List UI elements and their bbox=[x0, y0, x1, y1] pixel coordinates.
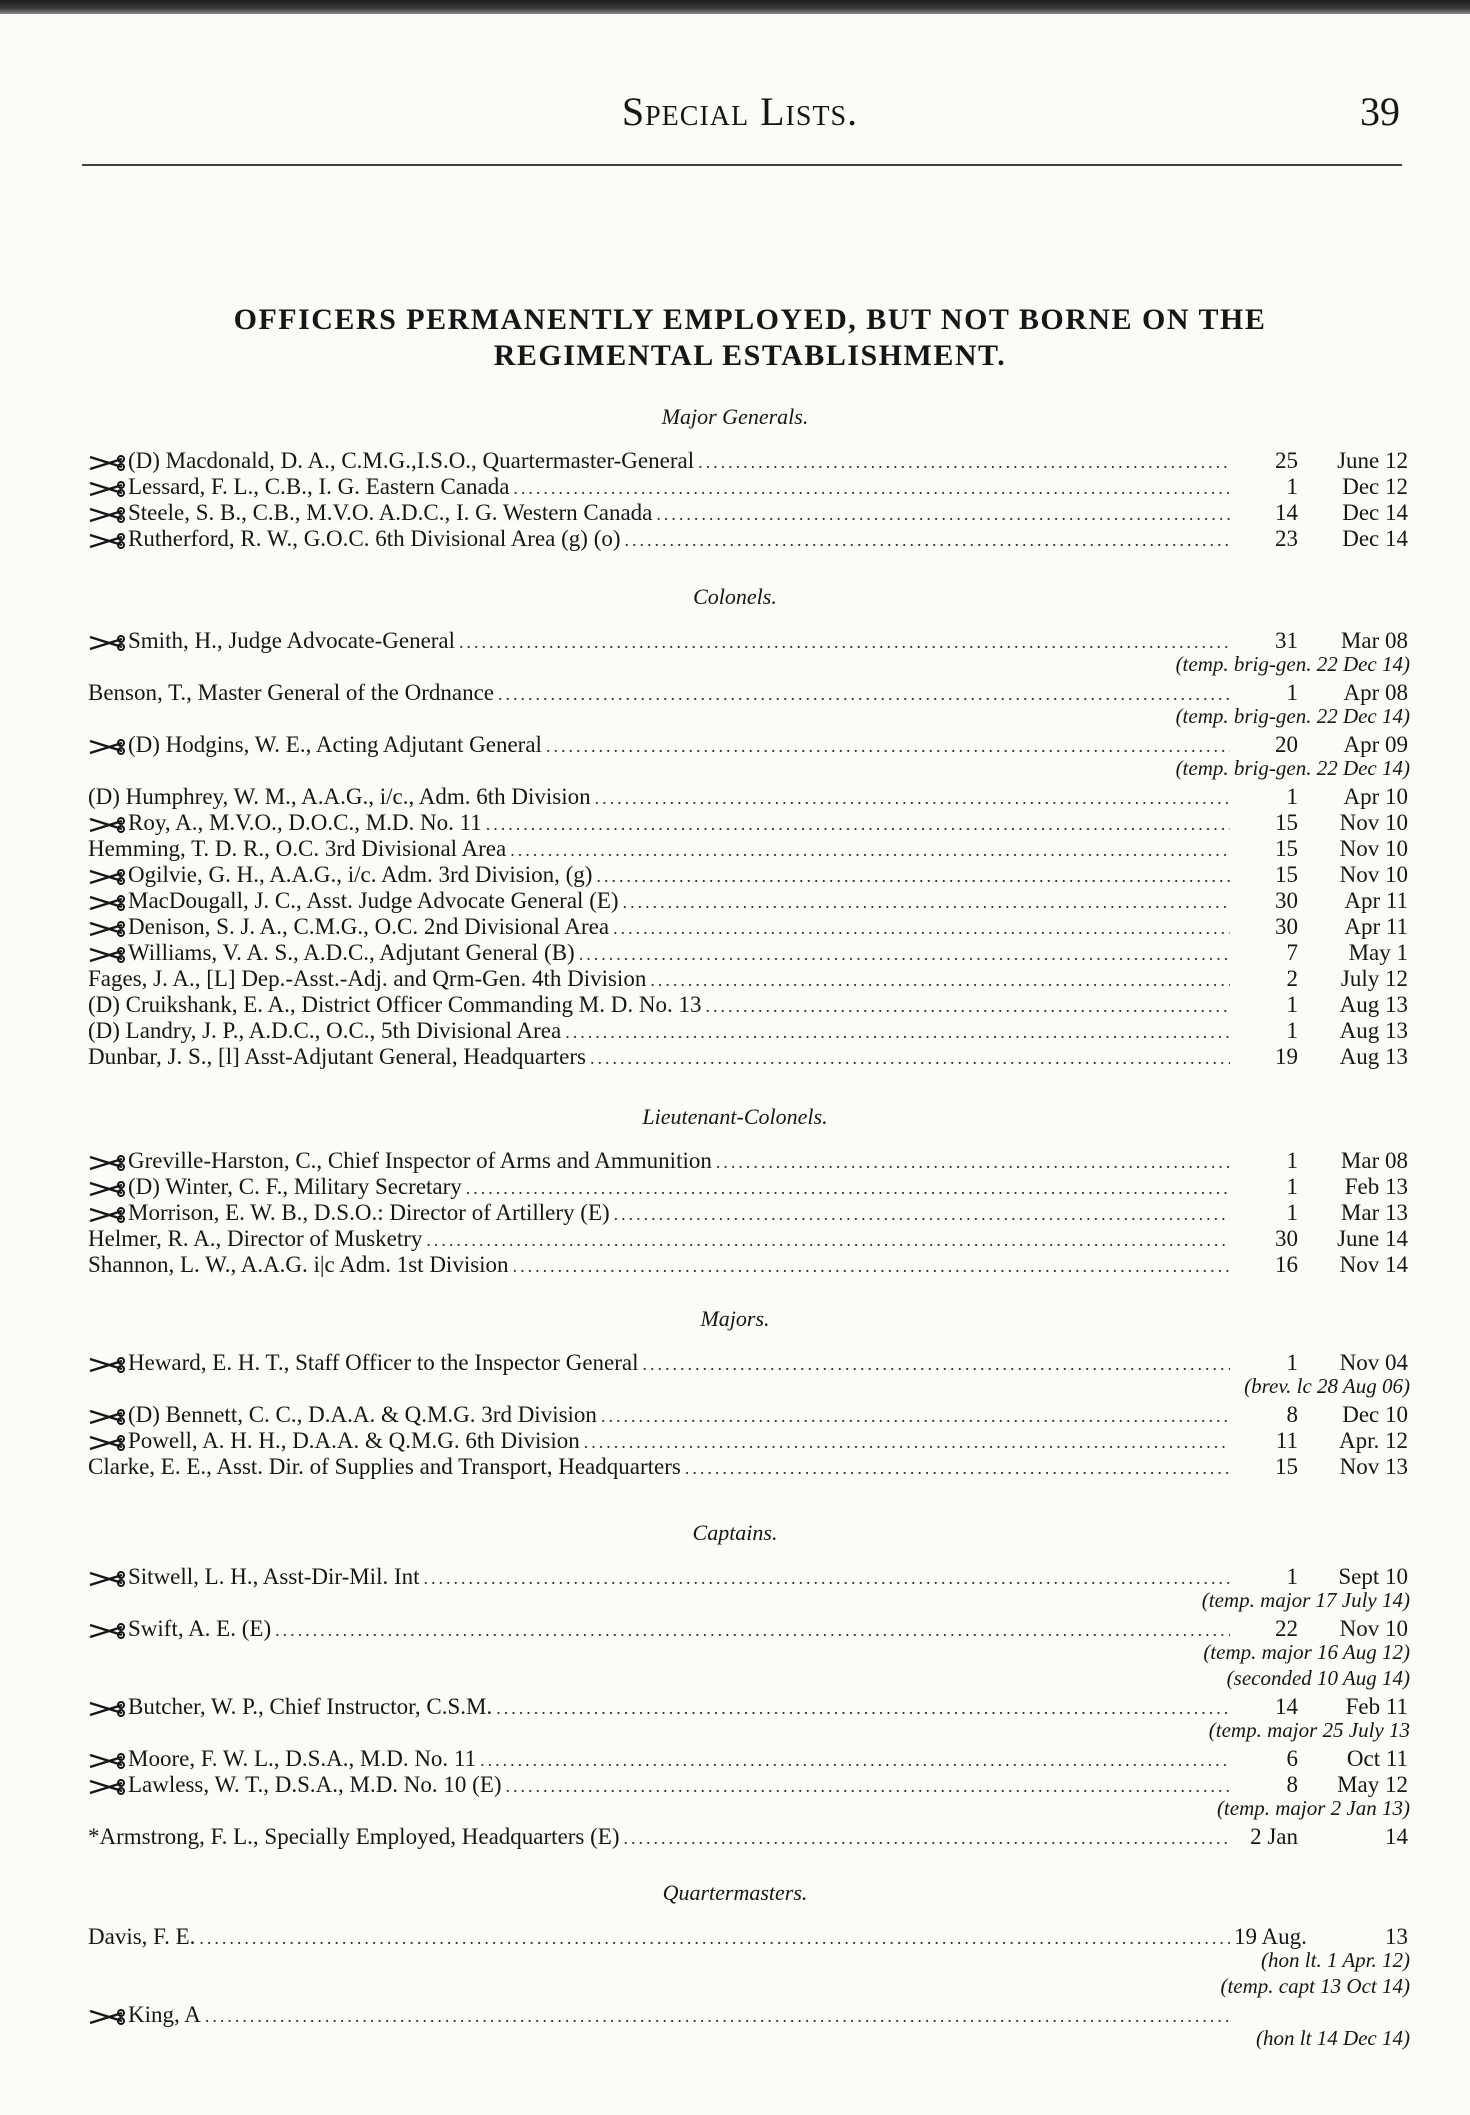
seniority-number: 22 bbox=[1275, 1616, 1298, 1641]
officer-name bbox=[88, 1924, 195, 1950]
seniority-number: 1 bbox=[1286, 1200, 1298, 1225]
seniority-number: 1 bbox=[1286, 992, 1298, 1017]
scissors-icon bbox=[88, 504, 126, 526]
officer-text: Butcher, W. P., Chief Instructor, C.S.M. bbox=[128, 1694, 493, 1719]
scissors-icon bbox=[88, 530, 126, 552]
leader-dots bbox=[685, 1458, 1230, 1479]
seniority-number: 30 bbox=[1275, 1226, 1298, 1251]
entry-note: (temp. major 25 July 13 bbox=[1208, 1718, 1410, 1742]
officer-entry bbox=[88, 1200, 1408, 1226]
officer-entry bbox=[88, 1044, 1408, 1070]
officer-entry bbox=[88, 836, 1408, 862]
leader-dots bbox=[424, 1568, 1230, 1589]
scissors-icon bbox=[88, 944, 126, 966]
officer-entry bbox=[88, 810, 1408, 836]
officer-name bbox=[88, 448, 694, 474]
entry-note: (temp. major 16 Aug 12) bbox=[1203, 1640, 1410, 1664]
officer-entry bbox=[88, 500, 1408, 526]
officer-entry bbox=[88, 1018, 1408, 1044]
seniority-date: Oct 11 bbox=[1346, 1746, 1408, 1771]
scissors-icon bbox=[88, 1432, 126, 1454]
officer-name bbox=[88, 966, 646, 992]
officer-entry bbox=[88, 1350, 1408, 1376]
seniority-number: 30 bbox=[1275, 888, 1298, 913]
seniority-number: 11 bbox=[1275, 1428, 1298, 1453]
officer-text: Ogilvie, G. H., A.A.G., i/c. Adm. 3rd Division, (g) bbox=[128, 862, 593, 887]
section-title bbox=[110, 302, 1390, 374]
officer-entry bbox=[88, 1226, 1408, 1252]
scissors-icon bbox=[88, 1204, 126, 1226]
officer-entry bbox=[88, 1746, 1408, 1772]
officer-entry bbox=[88, 1824, 1408, 1850]
seniority-number: 8 bbox=[1286, 1772, 1298, 1797]
officer-entry bbox=[88, 526, 1408, 552]
leader-dots bbox=[496, 1698, 1230, 1719]
officer-entry bbox=[88, 1454, 1408, 1480]
officer-text: King, A bbox=[128, 2002, 201, 2027]
officer-name bbox=[88, 1148, 712, 1174]
officer-name bbox=[88, 1616, 271, 1642]
officer-name bbox=[88, 1428, 580, 1454]
officer-entry bbox=[88, 1174, 1408, 1200]
seniority-date: Feb 13 bbox=[1344, 1174, 1408, 1199]
officer-name bbox=[88, 500, 652, 526]
scissors-icon bbox=[88, 866, 126, 888]
group-heading: Quartermasters. bbox=[662, 1880, 808, 1905]
seniority-date: Nov 10 bbox=[1339, 862, 1408, 887]
scissors-icon bbox=[88, 1750, 126, 1772]
group-heading: Colonels. bbox=[693, 584, 777, 609]
entry-note: (temp. brig-gen. 22 Dec 14) bbox=[1175, 756, 1410, 780]
entry-note: (hon lt 14 Dec 14) bbox=[1256, 2026, 1410, 2050]
officer-text: Dunbar, J. S., [l] Asst-Adjutant General, Headquarters bbox=[88, 1044, 586, 1069]
entry-note: (seconded 10 Aug 14) bbox=[1226, 1666, 1410, 1690]
leader-dots bbox=[275, 1620, 1230, 1641]
seniority-date: Nov 04 bbox=[1339, 1350, 1408, 1375]
officer-name bbox=[88, 1252, 509, 1278]
officer-entry bbox=[88, 1924, 1408, 1950]
officer-text: (D) Humphrey, W. M., A.A.G., i/c., Adm. 6th Division bbox=[88, 784, 591, 809]
leader-dots bbox=[624, 1828, 1230, 1849]
seniority-number: 2 bbox=[1286, 966, 1298, 991]
officer-text: (D) Cruikshank, E. A., District Officer Commanding M. D. No. 13 bbox=[88, 992, 702, 1017]
leader-dots bbox=[650, 970, 1230, 991]
officer-name bbox=[88, 914, 609, 940]
scissors-icon bbox=[88, 1698, 126, 1720]
header-rule bbox=[82, 164, 1402, 166]
running-title: Special Lists. bbox=[621, 89, 859, 134]
officer-entry bbox=[88, 448, 1408, 474]
officer-name bbox=[88, 1772, 502, 1798]
seniority-date: Apr 10 bbox=[1343, 784, 1408, 809]
officer-text: (D) Winter, C. F., Military Secretary bbox=[128, 1174, 462, 1199]
officer-text: (D) Landry, J. P., A.D.C., O.C., 5th Divisional Area bbox=[88, 1018, 562, 1043]
officer-name bbox=[88, 474, 509, 500]
entry-note: (temp. capt 13 Oct 14) bbox=[1220, 1974, 1410, 1998]
seniority-date: Nov 14 bbox=[1339, 1252, 1408, 1277]
officer-name bbox=[88, 810, 482, 836]
page-number: 39 bbox=[1360, 89, 1400, 134]
officer-text: Clarke, E. E., Asst. Dir. of Supplies and Transport, Headquarters bbox=[88, 1454, 681, 1479]
officer-entry bbox=[88, 862, 1408, 888]
seniority-date: Apr 11 bbox=[1344, 914, 1408, 939]
officer-name bbox=[88, 1402, 597, 1428]
section-title-line-2: REGIMENTAL ESTABLISHMENT. bbox=[493, 339, 1007, 372]
seniority-number: 1 bbox=[1286, 474, 1298, 499]
leader-dots bbox=[643, 1354, 1230, 1375]
leader-dots bbox=[498, 684, 1230, 705]
seniority-date: Apr 09 bbox=[1343, 732, 1408, 757]
officer-name bbox=[88, 836, 506, 862]
officer-text: Lessard, F. L., C.B., I. G. Eastern Canada bbox=[128, 474, 510, 499]
seniority-number: 2 Jan bbox=[1250, 1824, 1298, 1849]
seniority-number: 15 bbox=[1275, 836, 1298, 861]
seniority-number: 1 bbox=[1286, 1148, 1298, 1173]
seniority-number: 1 bbox=[1286, 1564, 1298, 1589]
leader-dots bbox=[705, 996, 1230, 1017]
seniority-date: Aug 13 bbox=[1339, 1018, 1408, 1043]
officer-text: Greville-Harston, C., Chief Inspector of Arms and Ammunition bbox=[128, 1148, 712, 1173]
seniority-number: 14 bbox=[1275, 1694, 1298, 1719]
seniority-date: June 14 bbox=[1337, 1226, 1408, 1251]
officer-entry bbox=[88, 1772, 1408, 1798]
page-top-edge bbox=[0, 0, 1470, 14]
seniority-date: Apr 11 bbox=[1344, 888, 1408, 913]
leader-dots bbox=[480, 1750, 1230, 1771]
seniority-date: Aug 13 bbox=[1339, 992, 1408, 1017]
scissors-icon bbox=[88, 814, 126, 836]
scissors-icon bbox=[88, 1568, 126, 1590]
seniority-date: Sept 10 bbox=[1338, 1564, 1408, 1589]
officer-text: (D) Bennett, C. C., D.A.A. & Q.M.G. 3rd Division bbox=[128, 1402, 597, 1427]
seniority-date: Dec 14 bbox=[1342, 526, 1408, 551]
officer-text: (D) Macdonald, D. A., C.M.G.,I.S.O., Quartermaster-General bbox=[128, 448, 695, 473]
officer-entry bbox=[88, 992, 1408, 1018]
seniority-date: Mar 08 bbox=[1340, 628, 1408, 653]
entry-note: (temp. brig-gen. 22 Dec 14) bbox=[1175, 704, 1410, 728]
officer-text: Moore, F. W. L., D.S.A., M.D. No. 11 bbox=[128, 1746, 477, 1771]
officer-entry bbox=[88, 474, 1408, 500]
officer-name bbox=[88, 1824, 620, 1850]
officer-name bbox=[88, 784, 591, 810]
officer-text: Powell, A. H. H., D.A.A. & Q.M.G. 6th Division bbox=[128, 1428, 580, 1453]
officer-text: (D) Hodgins, W. E., Acting Adjutant General bbox=[128, 732, 542, 757]
seniority-number: 30 bbox=[1275, 914, 1298, 939]
leader-dots bbox=[590, 1048, 1230, 1069]
officer-text: MacDougall, J. C., Asst. Judge Advocate General (E) bbox=[128, 888, 619, 913]
officer-text: Swift, A. E. (E) bbox=[128, 1616, 272, 1641]
leader-dots bbox=[613, 918, 1230, 939]
seniority-number: 25 bbox=[1275, 448, 1298, 473]
officer-text: Benson, T., Master General of the Ordnance bbox=[88, 680, 494, 705]
scissors-icon bbox=[88, 478, 126, 500]
seniority-number: 1 bbox=[1286, 784, 1298, 809]
group-heading: Captains. bbox=[692, 1520, 778, 1545]
seniority-number: 19 Aug. bbox=[1234, 1924, 1307, 1949]
officer-name bbox=[88, 2002, 201, 2028]
scissors-icon bbox=[88, 918, 126, 940]
scissors-icon bbox=[88, 1776, 126, 1798]
leader-dots bbox=[486, 814, 1230, 835]
officer-entry bbox=[88, 1402, 1408, 1428]
scissors-icon bbox=[88, 1406, 126, 1428]
officer-text: *Armstrong, F. L., Specially Employed, Headquarters (E) bbox=[88, 1824, 620, 1849]
officer-entry bbox=[88, 1148, 1408, 1174]
officer-text: Davis, F. E. bbox=[88, 1924, 196, 1949]
officer-entry bbox=[88, 1616, 1408, 1642]
leader-dots bbox=[506, 1776, 1230, 1797]
officer-entry bbox=[88, 1694, 1408, 1720]
seniority-number: 23 bbox=[1275, 526, 1298, 551]
seniority-number: 20 bbox=[1275, 732, 1298, 757]
leader-dots bbox=[466, 1178, 1230, 1199]
leader-dots bbox=[595, 788, 1230, 809]
group-heading: Major Generals. bbox=[661, 404, 809, 429]
seniority-date: 14 bbox=[1385, 1824, 1408, 1849]
officer-entry bbox=[88, 628, 1408, 654]
officer-name bbox=[88, 1044, 586, 1070]
seniority-number: 15 bbox=[1275, 810, 1298, 835]
officer-name bbox=[88, 1694, 492, 1720]
scissors-icon bbox=[88, 1152, 126, 1174]
officer-entry bbox=[88, 784, 1408, 810]
officer-name bbox=[88, 680, 494, 706]
officer-name bbox=[88, 862, 592, 888]
seniority-date: Dec 14 bbox=[1342, 500, 1408, 525]
seniority-date: Aug 13 bbox=[1339, 1044, 1408, 1069]
leader-dots bbox=[459, 632, 1230, 653]
leader-dots bbox=[579, 944, 1230, 965]
officer-text: Hemming, T. D. R., O.C. 3rd Divisional Area bbox=[88, 836, 507, 861]
leader-dots bbox=[656, 504, 1230, 525]
seniority-date: Nov 13 bbox=[1339, 1454, 1408, 1479]
officer-text: Smith, H., Judge Advocate-General bbox=[128, 628, 456, 653]
officer-name bbox=[88, 1018, 561, 1044]
seniority-date: May 1 bbox=[1348, 940, 1408, 965]
leader-dots bbox=[601, 1406, 1230, 1427]
officer-entry bbox=[88, 966, 1408, 992]
seniority-date: Nov 10 bbox=[1339, 810, 1408, 835]
officer-name bbox=[88, 732, 542, 758]
officer-text: Heward, E. H. T., Staff Officer to the Inspector General bbox=[128, 1350, 639, 1375]
seniority-number: 8 bbox=[1286, 1402, 1298, 1427]
officer-entry bbox=[88, 888, 1408, 914]
leader-dots bbox=[596, 866, 1230, 887]
seniority-number: 1 bbox=[1286, 680, 1298, 705]
officer-name bbox=[88, 628, 455, 654]
leader-dots bbox=[584, 1432, 1230, 1453]
leader-dots bbox=[205, 2006, 1230, 2027]
officer-text: Lawless, W. T., D.S.A., M.D. No. 10 (E) bbox=[128, 1772, 502, 1797]
officer-name bbox=[88, 940, 575, 966]
scissors-icon bbox=[88, 1354, 126, 1376]
entry-note: (brev. lc 28 Aug 06) bbox=[1244, 1374, 1410, 1398]
scissors-icon bbox=[88, 1620, 126, 1642]
leader-dots bbox=[510, 840, 1230, 861]
seniority-number: 1 bbox=[1286, 1018, 1298, 1043]
officer-entry bbox=[88, 940, 1408, 966]
seniority-date: Nov 10 bbox=[1339, 1616, 1408, 1641]
leader-dots bbox=[614, 1204, 1230, 1225]
officer-name bbox=[88, 526, 621, 552]
officer-name bbox=[88, 1454, 681, 1480]
leader-dots bbox=[698, 452, 1230, 473]
officer-text: Roy, A., M.V.O., D.O.C., M.D. No. 11 bbox=[128, 810, 482, 835]
seniority-number: 16 bbox=[1275, 1252, 1298, 1277]
seniority-date: Dec 10 bbox=[1342, 1402, 1408, 1427]
scissors-icon bbox=[88, 452, 126, 474]
seniority-number: 1 bbox=[1286, 1350, 1298, 1375]
seniority-date: Mar 13 bbox=[1340, 1200, 1408, 1225]
seniority-date: Apr 08 bbox=[1343, 680, 1408, 705]
group-heading: Majors. bbox=[700, 1306, 770, 1331]
officer-entry bbox=[88, 914, 1408, 940]
officer-text: Sitwell, L. H., Asst-Dir-Mil. Int bbox=[128, 1564, 420, 1589]
seniority-number: 15 bbox=[1275, 862, 1298, 887]
seniority-date: Mar 08 bbox=[1340, 1148, 1408, 1173]
seniority-number: 7 bbox=[1286, 940, 1298, 965]
officer-text: Helmer, R. A., Director of Musketry bbox=[88, 1226, 423, 1251]
officer-name bbox=[88, 888, 619, 914]
seniority-date: July 12 bbox=[1340, 966, 1408, 991]
leader-dots bbox=[546, 736, 1230, 757]
seniority-date: June 12 bbox=[1337, 448, 1408, 473]
seniority-date: May 12 bbox=[1337, 1772, 1408, 1797]
officer-name bbox=[88, 1746, 476, 1772]
scissors-icon bbox=[88, 632, 126, 654]
seniority-date: Dec 12 bbox=[1342, 474, 1408, 499]
officer-entry bbox=[88, 2002, 1408, 2028]
leader-dots bbox=[565, 1022, 1230, 1043]
officer-name bbox=[88, 1564, 420, 1590]
officer-entry bbox=[88, 1564, 1408, 1590]
entry-note: (temp. major 2 Jan 13) bbox=[1216, 1796, 1410, 1820]
officer-text: Steele, S. B., C.B., M.V.O. A.D.C., I. G. Western Canada bbox=[128, 500, 653, 525]
officer-text: Morrison, E. W. B., D.S.O.: Director of Artillery (E) bbox=[128, 1200, 610, 1225]
officer-entry bbox=[88, 732, 1408, 758]
officer-entry bbox=[88, 1428, 1408, 1454]
seniority-number: 1 bbox=[1286, 1174, 1298, 1199]
section-title-line-1: OFFICERS PERMANENTLY EMPLOYED, BUT NOT BORNE ON THE bbox=[233, 303, 1267, 336]
entry-note: (temp. major 17 July 14) bbox=[1201, 1588, 1410, 1612]
officer-name bbox=[88, 1174, 462, 1200]
scissors-icon bbox=[88, 892, 126, 914]
seniority-number: 19 bbox=[1275, 1044, 1298, 1069]
leader-dots bbox=[716, 1152, 1230, 1173]
officer-text: Rutherford, R. W., G.O.C. 6th Divisional Area (g) (o) bbox=[128, 526, 621, 551]
group-heading: Lieutenant-Colonels. bbox=[642, 1104, 828, 1129]
leader-dots bbox=[513, 478, 1230, 499]
seniority-date: 13 bbox=[1385, 1924, 1408, 1949]
officer-entry bbox=[88, 1252, 1408, 1278]
officer-name bbox=[88, 1226, 422, 1252]
leader-dots bbox=[513, 1256, 1230, 1277]
scissors-icon bbox=[88, 1178, 126, 1200]
leader-dots bbox=[625, 530, 1230, 551]
entry-note: (temp. brig-gen. 22 Dec 14) bbox=[1175, 652, 1410, 676]
leader-dots bbox=[426, 1230, 1230, 1251]
seniority-number: 15 bbox=[1275, 1454, 1298, 1479]
officer-text: Williams, V. A. S., A.D.C., Adjutant General (B) bbox=[128, 940, 575, 965]
entry-note: (hon lt. 1 Apr. 12) bbox=[1261, 1948, 1410, 1972]
officer-name bbox=[88, 1200, 610, 1226]
page-header bbox=[80, 88, 1400, 148]
officer-name bbox=[88, 992, 701, 1018]
leader-dots bbox=[199, 1928, 1230, 1949]
seniority-number: 6 bbox=[1286, 1746, 1298, 1771]
officer-entry bbox=[88, 680, 1408, 706]
officer-text: Denison, S. J. A., C.M.G., O.C. 2nd Divisional Area bbox=[128, 914, 610, 939]
scissors-icon bbox=[88, 736, 126, 758]
officer-text: Fages, J. A., [L] Dep.-Asst.-Adj. and Qrm-Gen. 4th Division bbox=[88, 966, 647, 991]
seniority-date: Apr. 12 bbox=[1339, 1428, 1408, 1453]
officer-text: Shannon, L. W., A.A.G. i|c Adm. 1st Division bbox=[88, 1252, 509, 1277]
seniority-date: Feb 11 bbox=[1345, 1694, 1408, 1719]
seniority-number: 31 bbox=[1275, 628, 1298, 653]
seniority-number: 14 bbox=[1275, 500, 1298, 525]
officer-name bbox=[88, 1350, 639, 1376]
scissors-icon bbox=[88, 2006, 126, 2028]
leader-dots bbox=[623, 892, 1230, 913]
seniority-date: Nov 10 bbox=[1339, 836, 1408, 861]
